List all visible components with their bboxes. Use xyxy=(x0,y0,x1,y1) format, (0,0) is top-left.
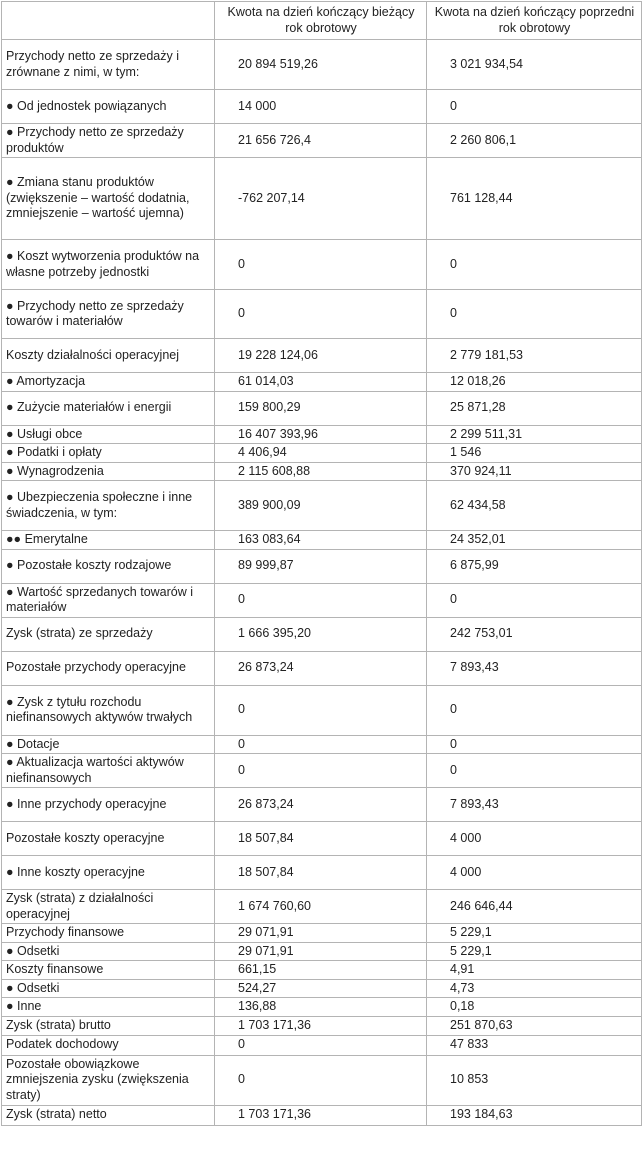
previous-value: 4,73 xyxy=(427,979,642,998)
current-value: 0 xyxy=(215,754,427,788)
current-value: 89 999,87 xyxy=(215,549,427,583)
previous-value: 193 184,63 xyxy=(427,1105,642,1125)
current-value: 19 228 124,06 xyxy=(215,339,427,373)
previous-value: 10 853 xyxy=(427,1055,642,1105)
row-label: ● Wartość sprzedanych towarów i materiałów xyxy=(2,583,215,617)
previous-value: 0 xyxy=(427,290,642,339)
row-label: ● Inne przychody operacyjne xyxy=(2,788,215,822)
row-label: ● Podatki i opłaty xyxy=(2,444,215,463)
previous-value: 24 352,01 xyxy=(427,531,642,550)
current-value: -762 207,14 xyxy=(215,158,427,240)
table-row xyxy=(2,979,642,998)
table-row xyxy=(2,754,642,788)
previous-value: 761 128,44 xyxy=(427,158,642,240)
table-row xyxy=(2,1035,642,1055)
table-row xyxy=(2,617,642,651)
row-label: ● Aktualizacja wartości aktywów niefinansowych xyxy=(2,754,215,788)
current-value: 26 873,24 xyxy=(215,788,427,822)
table-row xyxy=(2,290,642,339)
row-label: Pozostałe koszty operacyjne xyxy=(2,822,215,856)
table-row xyxy=(2,735,642,754)
table-row xyxy=(2,549,642,583)
table-row xyxy=(2,444,642,463)
current-value: 29 071,91 xyxy=(215,924,427,943)
previous-value: 47 833 xyxy=(427,1035,642,1055)
previous-value: 0 xyxy=(427,90,642,124)
row-label: Podatek dochodowy xyxy=(2,1035,215,1055)
current-value: 661,15 xyxy=(215,961,427,980)
current-value: 4 406,94 xyxy=(215,444,427,463)
row-label: ● Inne koszty operacyjne xyxy=(2,856,215,890)
table-row xyxy=(2,425,642,444)
row-label: Koszty działalności operacyjnej xyxy=(2,339,215,373)
previous-value: 4 000 xyxy=(427,822,642,856)
row-label: ● Usługi obce xyxy=(2,425,215,444)
previous-value: 0 xyxy=(427,754,642,788)
table-row xyxy=(2,462,642,481)
table-row xyxy=(2,373,642,392)
row-label: ● Odsetki xyxy=(2,942,215,961)
header-current-year: Kwota na dzień kończący bieżący rok obrotowy xyxy=(215,2,427,40)
previous-value: 242 753,01 xyxy=(427,617,642,651)
current-value: 16 407 393,96 xyxy=(215,425,427,444)
current-value: 20 894 519,26 xyxy=(215,40,427,90)
row-label: ● Zmiana stanu produktów (zwiększenie – wartość dodatnia, zmniejszenie – wartość ujemna) xyxy=(2,158,215,240)
table-row xyxy=(2,1105,642,1125)
current-value: 136,88 xyxy=(215,998,427,1017)
current-value: 1 674 760,60 xyxy=(215,890,427,924)
previous-value: 12 018,26 xyxy=(427,373,642,392)
row-label: Przychody netto ze sprzedaży i zrównane z nimi, w tym: xyxy=(2,40,215,90)
table-row xyxy=(2,158,642,240)
table-row xyxy=(2,1055,642,1105)
table-row xyxy=(2,685,642,735)
previous-value: 7 893,43 xyxy=(427,651,642,685)
row-label: Zysk (strata) z działalności operacyjnej xyxy=(2,890,215,924)
row-label: ● Inne xyxy=(2,998,215,1017)
previous-value: 3 021 934,54 xyxy=(427,40,642,90)
row-label: Zysk (strata) brutto xyxy=(2,1016,215,1035)
previous-value: 62 434,58 xyxy=(427,481,642,531)
current-value: 0 xyxy=(215,583,427,617)
previous-value: 2 779 181,53 xyxy=(427,339,642,373)
row-label: ●● Emerytalne xyxy=(2,531,215,550)
row-label: ● Koszt wytworzenia produktów na własne potrzeby jednostki xyxy=(2,240,215,290)
current-value: 1 703 171,36 xyxy=(215,1016,427,1035)
previous-value: 251 870,63 xyxy=(427,1016,642,1035)
table-row xyxy=(2,240,642,290)
row-label: Przychody finansowe xyxy=(2,924,215,943)
income-statement-table xyxy=(1,1,642,1126)
table-row xyxy=(2,890,642,924)
table-row xyxy=(2,40,642,90)
previous-value: 7 893,43 xyxy=(427,788,642,822)
current-value: 21 656 726,4 xyxy=(215,124,427,158)
current-value: 159 800,29 xyxy=(215,391,427,425)
current-value: 14 000 xyxy=(215,90,427,124)
table-row xyxy=(2,924,642,943)
previous-value: 370 924,11 xyxy=(427,462,642,481)
current-value: 524,27 xyxy=(215,979,427,998)
table-row xyxy=(2,481,642,531)
row-label: ● Dotacje xyxy=(2,735,215,754)
table-row xyxy=(2,856,642,890)
header-label xyxy=(2,2,215,40)
previous-value: 5 229,1 xyxy=(427,942,642,961)
previous-value: 0 xyxy=(427,735,642,754)
table-row xyxy=(2,961,642,980)
row-label: Zysk (strata) netto xyxy=(2,1105,215,1125)
previous-value: 1 546 xyxy=(427,444,642,463)
header-previous-year: Kwota na dzień kończący poprzedni rok obrotowy xyxy=(427,2,642,40)
table-row xyxy=(2,998,642,1017)
current-value: 29 071,91 xyxy=(215,942,427,961)
row-label: ● Ubezpieczenia społeczne i inne świadczenia, w tym: xyxy=(2,481,215,531)
previous-value: 2 260 806,1 xyxy=(427,124,642,158)
row-label: ● Zysk z tytułu rozchodu niefinansowych aktywów trwałych xyxy=(2,685,215,735)
previous-value: 0 xyxy=(427,685,642,735)
row-label: ● Odsetki xyxy=(2,979,215,998)
current-value: 0 xyxy=(215,290,427,339)
previous-value: 4 000 xyxy=(427,856,642,890)
row-label: ● Zużycie materiałów i energii xyxy=(2,391,215,425)
previous-value: 6 875,99 xyxy=(427,549,642,583)
current-value: 163 083,64 xyxy=(215,531,427,550)
current-value: 61 014,03 xyxy=(215,373,427,392)
current-value: 0 xyxy=(215,735,427,754)
previous-value: 2 299 511,31 xyxy=(427,425,642,444)
current-value: 0 xyxy=(215,1055,427,1105)
current-value: 0 xyxy=(215,240,427,290)
current-value: 2 115 608,88 xyxy=(215,462,427,481)
row-label: ● Przychody netto ze sprzedaży towarów i materiałów xyxy=(2,290,215,339)
table-row xyxy=(2,822,642,856)
current-value: 0 xyxy=(215,685,427,735)
table-row xyxy=(2,531,642,550)
current-value: 18 507,84 xyxy=(215,822,427,856)
previous-value: 0,18 xyxy=(427,998,642,1017)
table-row xyxy=(2,651,642,685)
previous-value: 25 871,28 xyxy=(427,391,642,425)
table-row xyxy=(2,1016,642,1035)
row-label: ● Pozostałe koszty rodzajowe xyxy=(2,549,215,583)
row-label: ● Przychody netto ze sprzedaży produktów xyxy=(2,124,215,158)
previous-value: 5 229,1 xyxy=(427,924,642,943)
previous-value: 4,91 xyxy=(427,961,642,980)
previous-value: 0 xyxy=(427,240,642,290)
table-row xyxy=(2,90,642,124)
table-row xyxy=(2,339,642,373)
table-row xyxy=(2,583,642,617)
table-row xyxy=(2,788,642,822)
row-label: ● Wynagrodzenia xyxy=(2,462,215,481)
current-value: 389 900,09 xyxy=(215,481,427,531)
table-row xyxy=(2,942,642,961)
current-value: 1 666 395,20 xyxy=(215,617,427,651)
row-label: ● Od jednostek powiązanych xyxy=(2,90,215,124)
current-value: 26 873,24 xyxy=(215,651,427,685)
row-label: Koszty finansowe xyxy=(2,961,215,980)
table-row xyxy=(2,391,642,425)
row-label: Pozostałe obowiązkowe zmniejszenia zysku (zwiększenia straty) xyxy=(2,1055,215,1105)
current-value: 0 xyxy=(215,1035,427,1055)
row-label: Zysk (strata) ze sprzedaży xyxy=(2,617,215,651)
row-label: Pozostałe przychody operacyjne xyxy=(2,651,215,685)
previous-value: 0 xyxy=(427,583,642,617)
current-value: 18 507,84 xyxy=(215,856,427,890)
previous-value: 246 646,44 xyxy=(427,890,642,924)
row-label: ● Amortyzacja xyxy=(2,373,215,392)
current-value: 1 703 171,36 xyxy=(215,1105,427,1125)
table-row xyxy=(2,124,642,158)
header-row xyxy=(2,2,642,40)
